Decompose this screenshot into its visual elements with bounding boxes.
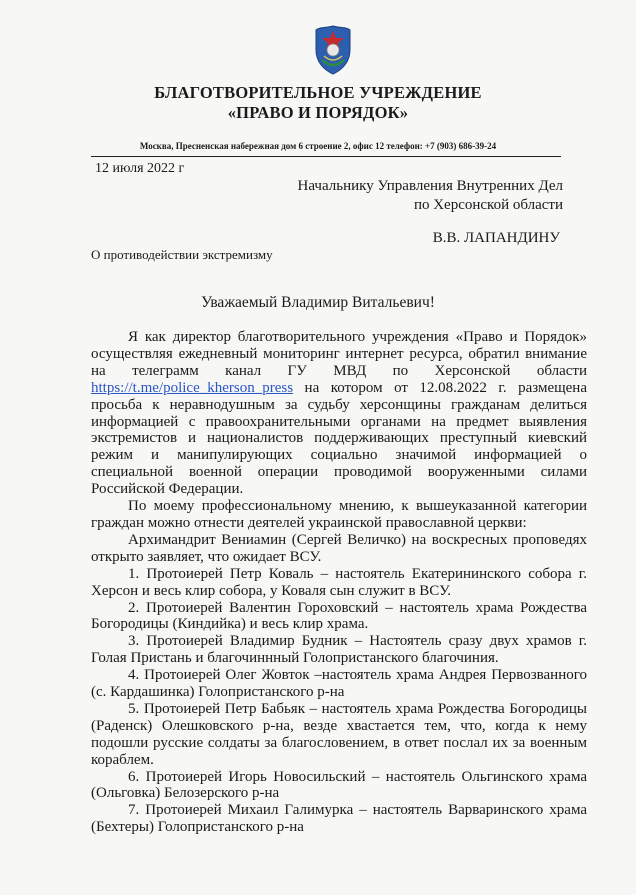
list-item: 5. Протоиерей Петр Бабьяк – настоятель храма Рождества Богородицы (Раденск) Олешковского р-на, везде хвастается тем, что, когда к нему подошли русские солдаты за благословением, в ответ послал их за военным кораблем.: [91, 700, 587, 768]
paragraph-2: По моему профессиональному мнению, к вышеуказанной категории граждан можно отнести деятелей украинской православной церкви:: [91, 498, 587, 531]
shield-emblem-icon: [314, 24, 352, 76]
paragraph-1-text-b: на котором от 12.08.2022 г. размещена просьба к неравнодушным за судьбу херсонщины гражданам делиться информацией с правоохранительными органами на предмет выявления экстремистов и националистов поддерживающих преступный киевский режим и манипулирующих социально значимой информацией о специальной военной операции проводимой вооруженными силами Российской Федерации.: [91, 379, 587, 498]
letter-body: [91, 329, 587, 836]
org-name-line-2: «ПРАВО И ПОРЯДОК»: [227, 103, 409, 122]
paragraph-1: [91, 329, 587, 498]
list-item: 2. Протоиерей Валентин Гороховский – настоятель храма Рождества Богородицы (Киндийка) и весь клир храма.: [91, 599, 587, 633]
addressee-line-2: по Херсонской области: [413, 197, 563, 213]
paragraph-3: Архимандрит Вениамин (Сергей Величко) на воскресных проповедях открыто заявляет, что ожидает ВСУ.: [91, 531, 587, 565]
list-item: 3. Протоиерей Владимир Будник – Настоятель сразу двух храмов г. Голая Пристань и благочиннный Голопристанского благочиния.: [91, 633, 587, 667]
addressee-line-1: Начальнику Управления Внутренних Дел: [297, 178, 563, 194]
document-subject: О противодействии экстремизму: [91, 247, 273, 262]
addressee-name: В.В. ЛАПАНДИНУ: [432, 230, 560, 246]
document-date: 12 июля 2022 г: [95, 161, 185, 176]
list-item: 6. Протоиерей Игорь Новосильский – настоятель Ольгинского храма (Ольговка) Белозерского р-на: [91, 768, 587, 802]
list-item: 1. Протоиерей Петр Коваль – настоятель Екатерининского собора г. Херсон и весь клир собора, у Коваля сын служит в ВСУ.: [91, 565, 587, 599]
salutation: Уважаемый Владимир Витальевич!: [201, 294, 435, 311]
telegram-channel-link[interactable]: https://t.me/police_kherson_press: [91, 379, 294, 396]
org-name-line-1: БЛАГОТВОРИТЕЛЬНОЕ УЧРЕЖДЕНИЕ: [154, 83, 482, 102]
header-divider: [91, 156, 561, 157]
paragraph-1-text-a: Я как директор благотворительного учреждения «Право и Порядок» осуществляя ежедневный мониторинг интернет ресурса, обратил внимание на телеграмм канал ГУ МВД по Херсонской области: [91, 329, 587, 379]
list-item: 7. Протоиерей Михаил Галимурка – настоятель Варваринского храма (Бехтеры) Голопристанского р-на: [91, 802, 587, 836]
list-item: 4. Протоиерей Олег Жовток –настоятель храма Андрея Первозванного (с. Кардашинка) Голопристанского р-на: [91, 667, 587, 701]
org-contact-line: Москва, Пресненская набережная дом 6 строение 2, офис 12 телефон: +7 (903) 686-39-24: [139, 141, 497, 151]
